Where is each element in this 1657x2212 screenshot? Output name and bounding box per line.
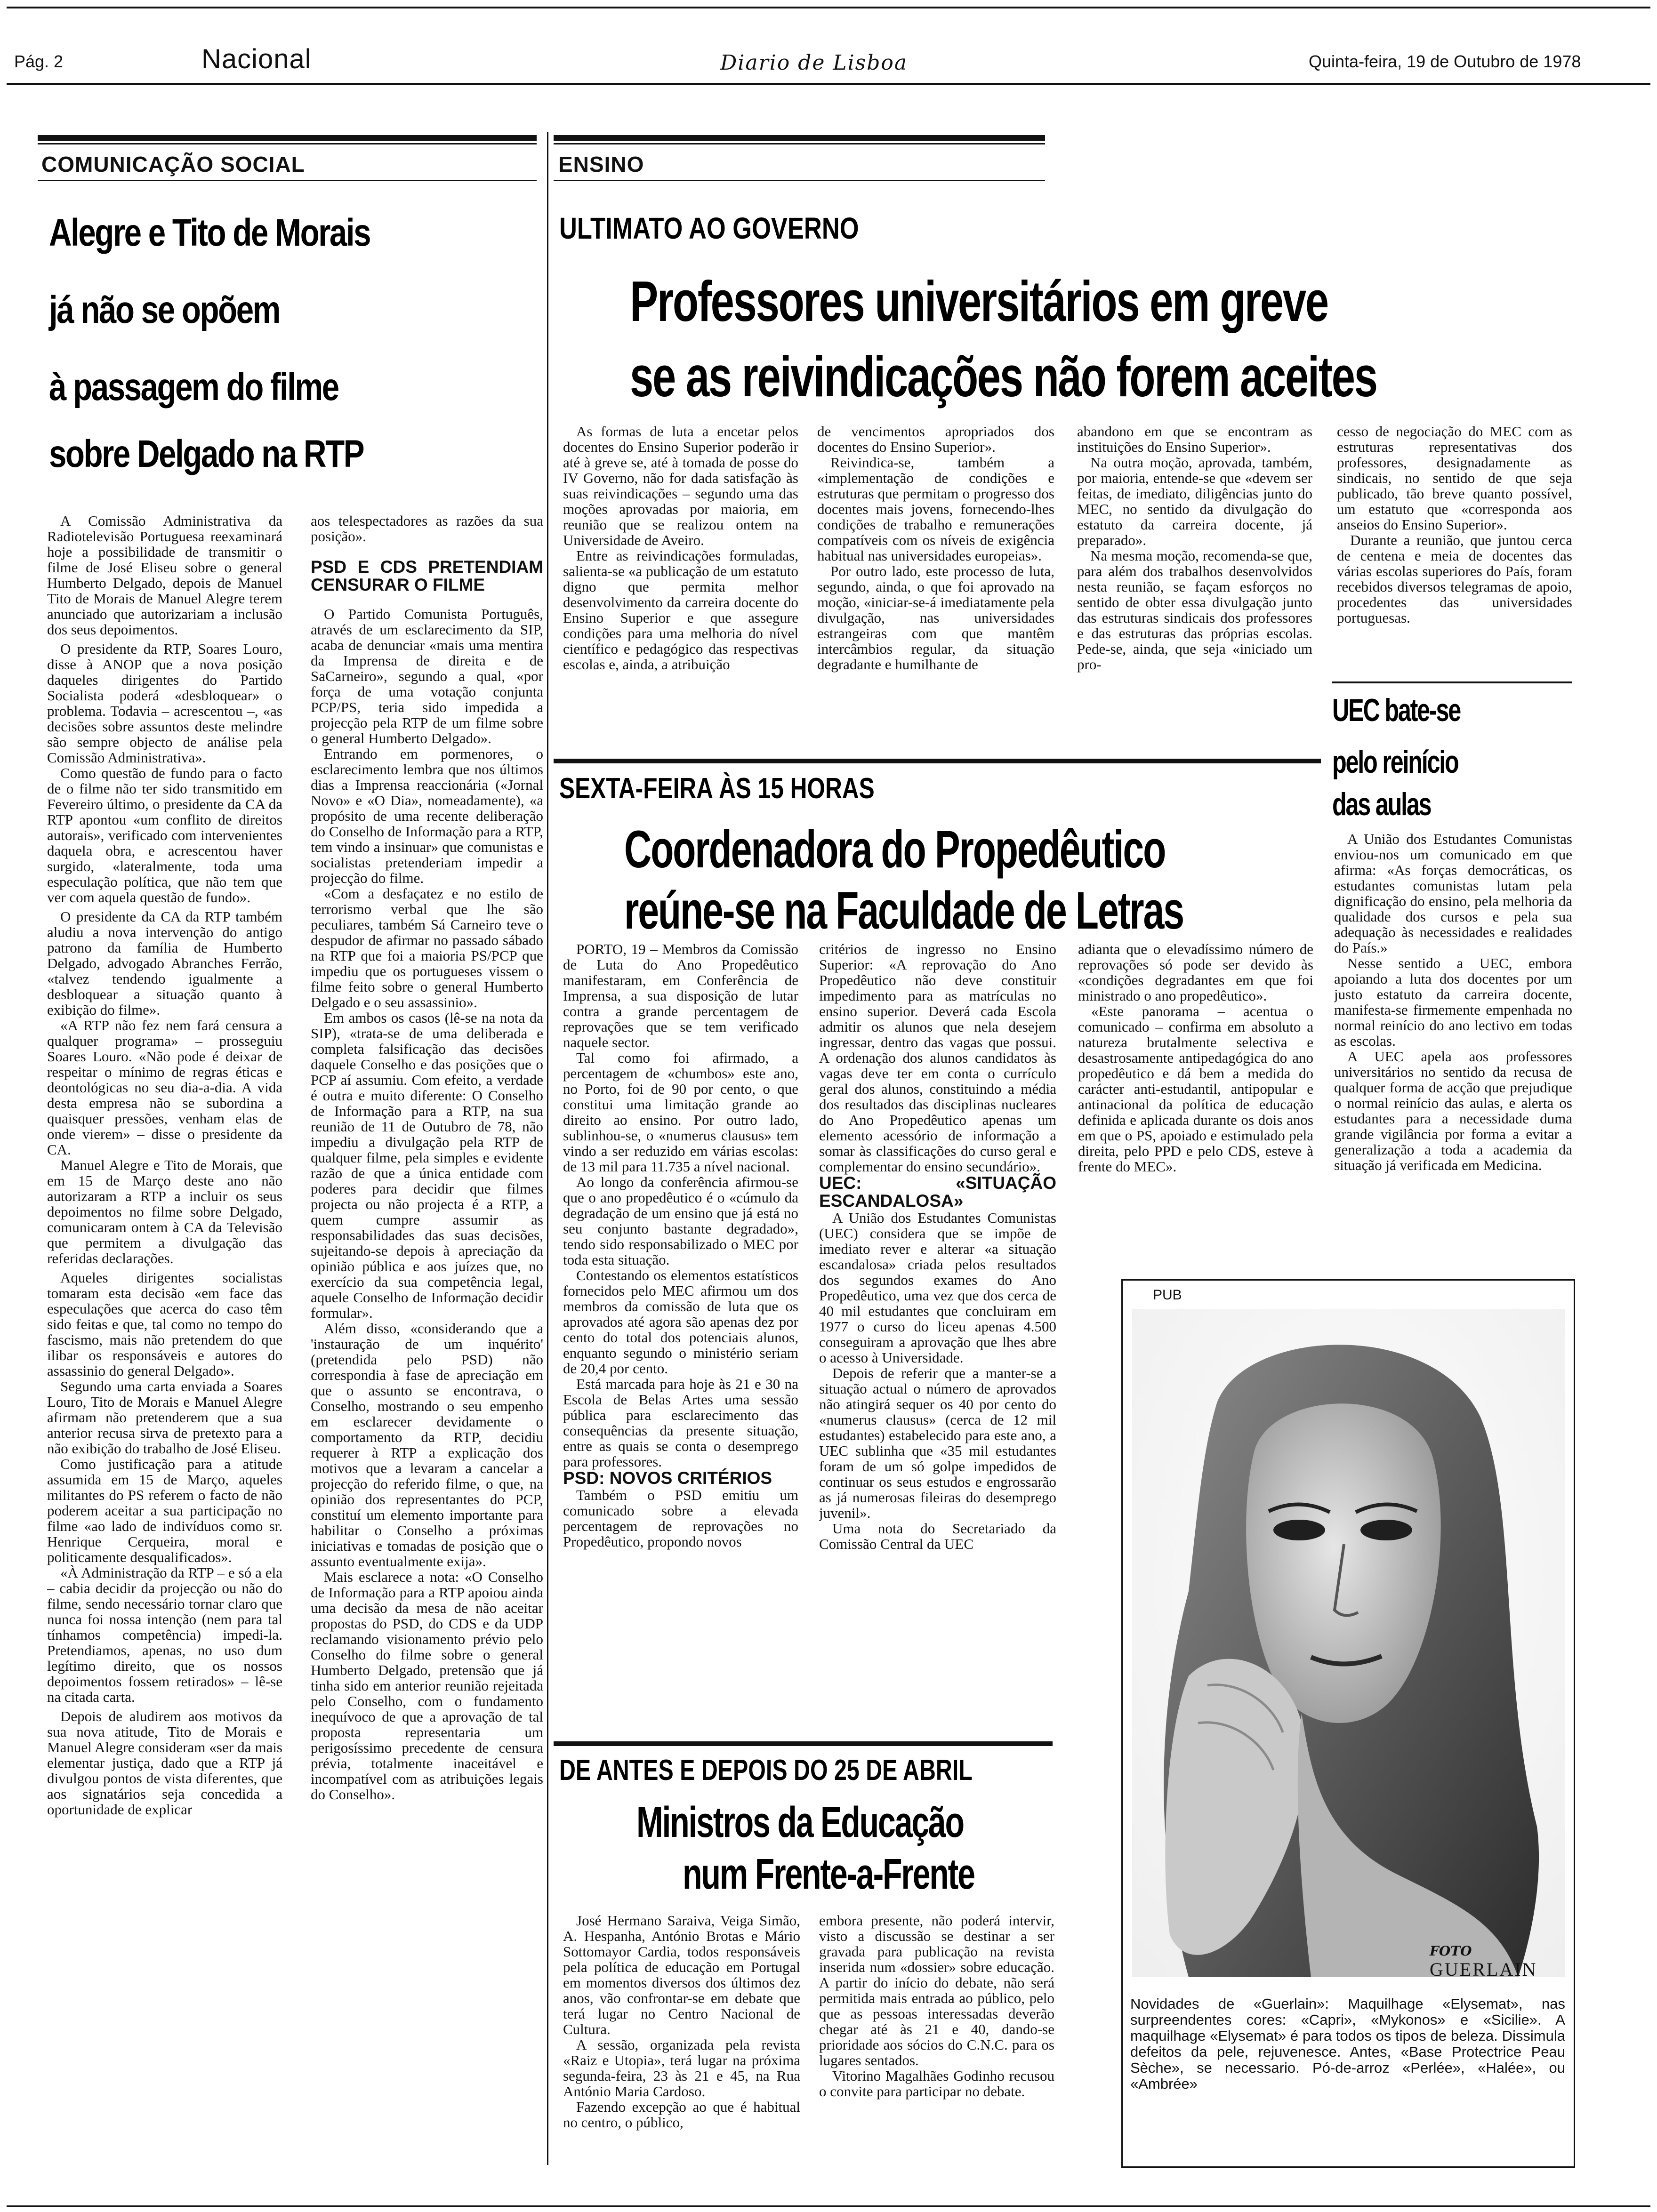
bottom-border [7,2205,1650,2207]
subheading: PSD E CDS PRETENDIAM CENSURAR O FILME [311,557,543,594]
masthead-rule [7,83,1650,85]
paragraph: Reivindica-se, também a «implementação de condições e estruturas que permitam o progresso dos docentes mais jovens, fornecendo-lhes condições de trabalho e remunerações compatíveis com os níveis de exigência habitual nas universidades europeias». [817,454,1054,564]
paragraph: Além disso, «considerando que a 'instauração de um inquérito' (pretendida pelo PSD) não correspondia à fase de apreciação em que o assunto se encontrava, o Conselho, mostrando o seu empenho em esclarecer devidamente o comportamento da RTP, decidiu requerer à RTP a explicação dos motivos que a levaram a cancelar a projecção do referido filme, o que, na opinião dos representantes do PCP, constituí um elemento importante para habilitar o Conselho a próximas iniciativas e tomadas de posição que o assunto eventualmente exija». [311,1320,543,1570]
paragraph: Ao longo da conferência afirmou-se que o ano propedêutico é o «cúmulo da degradação de um ensino que já está no seu conjunto bastante degradado», tendo sido responsabilizado o MEC por toda esta situação. [563,1174,798,1268]
article-column [1077,424,1312,744]
section-label-comunicacao: COMUNICAÇÃO SOCIAL [41,152,305,176]
uec-top-rule [1332,681,1572,683]
page-number: Pág. 2 [14,52,64,71]
headline-line: Professores universitários em greve [630,269,1328,333]
headline-line: se as reivindicações não forem aceites [630,345,1377,409]
section-rule-left [38,135,537,141]
paragraph: Na mesma moção, recomenda-se que, para além dos trabalhos desenvolvidos nesta reunião, se façam esforços no sentido de obter essa divulgação junto das estruturas sindicais dos professores e das estruturas das próprias escolas. Pede-se, ainda, que seja «iniciado um pro- [1077,547,1312,673]
paragraph: O presidente da CA da RTP também aludiu a nova intervenção do antigo patrono da família de Humberto Delgado, advogado Abranches Ferrão, «talvez tendendo igualmente a desbloquear a situação quanto à exibição do filme». [47,908,282,1018]
paragraph: Manuel Alegre e Tito de Morais, que em 15 de Março deste ano não autorizaram a RTP a incluir os seus depoimentos no filme sobre Delgado, comunicaram ontem à CA da Televisão que permitem a divulgação das referidas declarações. [47,1157,282,1266]
article-column [817,424,1054,744]
paragraph: A sessão, organizada pela revista «Raiz e Utopia», terá lugar na próxima segunda-feira, 23 às 21 e 45, na Rua António Maria Cardoso. [563,2036,800,2100]
section-underline-left [38,180,537,181]
kicker: DE ANTES E DEPOIS DO 25 DE ABRIL [559,1754,973,1787]
paragraph: embora presente, não poderá intervir, visto a discussão se destinar a ser gravada para publicação na revista inserida num «dossier» sobre educação. A partir do início do debate, não será permitida mais entrada ao público, pelo que as pessoas interessadas deverão chegar até às 21 e 40, dando-se prioridade aos sócios do C.N.C. para os lugares sentados. [819,1913,1054,2068]
brand-logo: GUERLAIN [1430,1959,1537,1980]
paragraph: Aqueles dirigentes socialistas tomaram esta decisão «em face das especulações que acerca do caso têm sido feitas e que, tal como no tempo do fascismo, mais não pretendem do que ilibar os responsáveis e autores do assassinio do general Delgado». [47,1269,282,1379]
headline-line: sobre Delgado na RTP [49,433,364,475]
paragraph: Depois de aludirem aos motivos da sua nova atitude, Tito de Morais e Manuel Alegre consideram «ser da mais elementar justiça, dado que a RTP já divulgou pontos de vista diferentes, que aos signatários seja concedida a oportunidade de explicar [47,1708,282,1818]
headline-line: num Frente-a-Frente [683,1850,974,1898]
article-column [311,513,543,2165]
paragraph: Em ambos os casos (lê-se na nota da SIP), «trata-se de uma deliberada e completa falsificação das decisões daquele Conselho e das posições que o PCP aí assumiu. Com efeito, a verdade é outra e muito diferente: O Conselho de Informação para a RTP, na sua reunião de 11 de Outubro de 78, não impediu a divulgação pela RTP de qualquer filme, pela simples e evidente razão de que a única entidade com poderes para decidir que filmes projecta ou não projecta é a RTP, a quem cumpre assumir as responsabilidades das suas decisões, sujeitando-se depois à apreciação da opinião pública e aos juízes que, no exercício da sua competência legal, aquele Conselho de Informação decidir formular». [311,1010,543,1321]
headline-line: Alegre e Tito de Morais [49,211,370,254]
section-underline-ensino [554,180,1045,181]
column-divider [547,132,548,2165]
paragraph: Como justificação para a atitude assumida em 15 de Março, aqueles militantes do PS referem o facto de não poderem aceitar a sua participação no filme «ao lado de indivíduos como sr. Henrique Cerqueira, moral e politicamente desqualificados». [47,1456,282,1565]
headline-line: Ministros da Educação [636,1798,964,1846]
paragraph: Na outra moção, aprovada, também, por maioria, entende-se que «devem ser feitas, de imediato, diligências junto do MEC, no sentido da divulgação do estatuto da carreira docente, já preparado». [1077,454,1312,548]
paragraph: O presidente da RTP, Soares Louro, disse à ANOP que a nova posição daqueles dirigentes do Partido Socialista poderá «desbloquear» o problema. Todavia – acrescentou –, «as decisões sobre assuntos deste melindre são sempre objecto de análise pela Comissão Administrativa». [47,641,282,766]
paragraph: critérios de ingresso no Ensino Superior: «A reprovação do Ano Propedêutico não deve constituir impedimento para as matrículas no ensino superior. Deverá cada Escola admitir os alunos que nela desejem ingressar, dentro das vagas que possui. A ordenação dos alunos candidatos às vagas deve ter em conta o currículo geral dos alunos, constituindo a média dos resultados das disciplinas nucleares do Ano Propedêutico apenas um elemento acessório de informação a somar às classificações do curso geral e complementar do ensino secundário». [819,941,1056,1175]
paragraph: Como questão de fundo para o facto de o filme não ter sido transmitido em Fevereiro último, o presidente da CA da RTP apontou «um conflito de direitos autorais», verificado com intervenientes daquela obra, e acrescentou haver surgido, «lateralmente, toda uma especulação política, que não tem que ver com aquela questão de fundo». [47,765,282,906]
paragraph: Depois de referir que a manter-se a situação actual o número de aprovados não atingirá sequer os 40 por cento do «numerus clausus» (cerca de 12 mil estudantes) estabelecido para este ano, a UEC sublinha que «35 mil estudantes foram de um só golpe impedidos de continuar os seus estudos e engrossarão as já numerosas fileiras do desemprego juvenil». [819,1365,1056,1521]
paragraph: Mais esclarece a nota: «O Conselho de Informação para a RTP apoiou ainda uma decisão da mesa de não aceitar propostas do PSD, do CDS e da UDP reclamando visionamento prévio pelo Conselho do filme sobre o general Humberto Delgado, pretensão que já tinha sido em anterior reunião rejeitada pelo Conselho, com o fundamento inequívoco de que a aprovação de tal proposta representaria um perigosíssimo precedente de censura prévia, totalmente inaceitável e incompatível com as atribuições legais do Conselho». [311,1569,543,1803]
kicker: SEXTA-FEIRA ÀS 15 HORAS [559,772,875,805]
paragraph: «Com a desfaçatez e no estilo de terrorismo verbal que lhe são peculiares, também Sá Carneiro teve o despudor de afirmar no passado sábado na RTP que foi a maioria PS/PCP que impediu que os portugueses vissem o filme feito sobre o general Humberto Delgado e o seu assassinio». [311,885,543,1010]
ministros-rule [554,1741,1053,1746]
issue-date: Quinta-feira, 19 de Outubro de 1978 [1309,52,1581,71]
headline-line: pelo reinício [1332,744,1458,780]
paragraph: A UEC apela aos professores universitários no sentido da recusa de qualquer forma de acção que prejudique o normal reinício das aulas, e alerta os estudantes para a necessidade duma grande vigilância por forma a evitar a generalização a toda a academia da situação já verificada em Medicina. [1334,1048,1572,1173]
paragraph: Também o PSD emitiu um comunicado sobre a elevada percentagem de reprovações no Propedêutico, propondo novos [563,1487,798,1550]
ad-tag: PUB [1153,1287,1182,1303]
article-column [819,1913,1054,2176]
paragraph: José Hermano Saraiva, Veiga Simão, A. Hespanha, António Brotas e Mário Sottomayor Cardia, todos responsáveis pela política de educação em Portugal em momentos diversos dos últimos dez anos, vão confrontar-se em debate que terá lugar no Centro Nacional de Cultura. [563,1913,800,2037]
headline-line: reúne-se na Faculdade de Letras [624,881,1183,940]
ad-caption: Novidades de «Guerlain»: Maquilhage «Elysemat», nas surpreendentes cores: «Capri», «Mykonos» e «Sicilie». A maquilhage «Elysemat» é para todos os tipos de beleza. Dissimula defeitos da pele, rejuvenesce. Antes, «Base Protectrice Peau Sèche», se necessario. Pó-de-arroz «Perlée», «Halée», ou «Ambrée» [1130,1996,1565,2092]
paragraph: «Este panorama – acentua o comunicado – confirma em absoluto a natureza brutalmente selectiva e desastrosamente antipedagógica do ano propedêutico e dá bem a medida do carácter anti-estudantil, antipopular e antinacional da política de educação definida e aplicada durante os dois anos em que o PS, apoiado e estimulado pela direita, pelo PPD e pelo CDS, esteve à frente do MEC». [1078,1003,1313,1175]
paragraph: «À Administração da RTP – e só a ela – cabia decidir da projecção ou não do filme, sendo necessário tornar claro que nunca foi nossa intenção (nem para tal tínhamos competência) impedi-la. Pretendiamos, apenas, no uso dum legítimo direito, que os nossos depoimentos fossem retirados» – lê-se na citada carta. [47,1564,282,1705]
photo-credit: FOTO [1430,1943,1472,1959]
paragraph: «A RTP não fez nem fará censura a qualquer programa» – prosseguiu Soares Louro. «Não pode é deixar de respeitar o mínimo de regras éticas e deontológicas no seu dia-a-dia. A vida desta empresa não se subordina a quaisquer pressões, venham elas de onde vierem» – disse o presidente da CA. [47,1017,282,1158]
paragraph: Entre as reivindicações formuladas, salienta-se «a publicação de um estatuto digno que permita melhor desenvolvimento da carreira docente do Ensino Superior e que assegure condições para uma melhoria do nível científico e pedagógico das respectivas escolas e, ainda, a atribuição [563,547,798,673]
paragraph: Por outro lado, este processo de luta, segundo, ainda, o que foi aprovado na moção, «iniciar-se-á imediatamente pela divulgação, nas universidades estrangeiras com que mantêm intercâmbios regular, da situação degradante e humilhante de [817,563,1054,673]
top-border [7,7,1650,8]
article-column [47,513,282,2165]
article-column [1337,424,1572,678]
article-column [1078,941,1313,1271]
headline-line: das aulas [1332,786,1431,822]
headline-line: já não se opõem [49,289,280,331]
headline-line: à passagem do filme [49,366,338,409]
paragraph: Fazendo excepção ao que é habitual no centro, o público, [563,2099,800,2131]
section-rule-ensino [554,135,1045,141]
article-column [563,424,798,744]
paragraph: Nesse sentido a UEC, embora apoiando a luta dos docentes por um justo estatuto da carreira docente, manifesta-se firmemente empenhada no normal reinício do ano lectivo em todas as escolas. [1334,955,1572,1049]
paragraph: A União dos Estudantes Comunistas enviou-nos um comunicado em que afirma: «As forças democráticas, os estudantes comunistas lutam pela dignificação do ensino, pela melhoria da qualidade dos cursos e pela sua adequação às necessidades e realidades do País.» [1334,831,1572,956]
section-label-ensino: ENSINO [558,152,644,176]
advertisement [1121,1279,1575,2168]
article-column [819,941,1056,1732]
paragraph: Segundo uma carta enviada a Soares Louro, Tito de Morais e Manuel Alegre afirmam não pretenderem que a sua anterior recusa sirva de pretexto para a não exibição do trabalho de José Eliseu. [47,1378,282,1457]
section-name: Nacional [201,44,312,74]
paragraph: abandono em que se encontram as instituições do Ensino Superior». [1077,424,1312,455]
section-rule-ensino-thin [554,143,1045,144]
paragraph: Durante a reunião, que juntou cerca de centena e meia de docentes das várias escolas superiores do País, foram recebidos diversos telegramas de apoio, procedentes das universidades portuguesas. [1337,532,1572,626]
newspaper-title: Diario de Lisboa [720,51,908,75]
headline-line: UEC bate-se [1332,692,1460,728]
article-column [563,1913,800,2176]
paragraph: Entrando em pormenores, o esclarecimento lembra que nos últimos dias a Imprensa reaccionária («Jornal Novo» e «O Dia», nomeadamente), «a propósito de uma recente deliberação do Conselho de Informação para a RTP, tem vindo a insinuar» que comunistas e socialistas pretenderiam impedir a projecção do filme. [311,745,543,886]
article-column [1334,831,1572,1245]
paragraph: As formas de luta a encetar pelos docentes do Ensino Superior poderão ir até à greve se, até à tomada de posse do IV Governo, não for dada satisfação às suas reivindicações – segundo uma das moções aprovadas por maioria, em reunião que se realizou ontem na Universidade de Aveiro. [563,424,798,548]
kicker: ULTIMATO AO GOVERNO [559,211,859,245]
paragraph: adianta que o elevadíssimo número de reprovações só pode ser devido às «condições degradantes em que foi ministrado o ano propedêutico». [1078,941,1313,1004]
paragraph: A União dos Estudantes Comunistas (UEC) considera que se impõe de imediato rever e alterar «a situação escandalosa» criada pelos resultados dos segundos exames do Ano Propedêutico, uma vez que dos cerca de 40 mil estudantes que concluiram em 1977 o curso do liceu apenas 4.500 conseguiram a aprovação que lhes abre o acesso à Universidade. [819,1210,1056,1366]
paragraph: cesso de negociação do MEC com as estruturas representativas dos professores, designadamente as sindicais, no sentido de que seja publicado, tão breve quanto possível, um estatuto que «corresponda aos anseios do Ensino Superior». [1337,424,1572,533]
paragraph: Tal como foi afirmado, a percentagem de «chumbos» este ano, no Porto, foi de 90 por cento, o que constitui uma limitação grande ao direito ao ensino. Por outro lado, sublinhou-se, o «numerus clausus» tem vindo a ser reduzido em várias escolas: de 13 mil para 11.735 a nível nacional. [563,1050,798,1175]
paragraph: de vencimentos apropriados dos docentes do Ensino Superior». [817,424,1054,455]
paragraph: Uma nota do Secretariado da Comissão Central da UEC [819,1520,1056,1552]
paragraph: Contestando os elementos estatísticos fornecidos pelo MEC afirmou um dos membros da comissão de luta que os aprovados até agora são apenas dez por cento do total dos potenciais alunos, enquanto segundo o ministério seriam de 20,4 por cento. [563,1267,798,1377]
portrait-photo [1132,1309,1565,1977]
subheading: PSD: NOVOS CRITÉRIOS [563,1468,772,1488]
paragraph: Está marcada para hoje às 21 e 30 na Escola de Belas Artes uma sessão pública para esclarecimento das consequências da presente situação, entre as quais se conta o desemprego para professores. [563,1376,798,1470]
headline-line: Coordenadora do Propedêutico [624,820,1166,879]
paragraph: A Comissão Administrativa da Radiotelevisão Portuguesa reexaminará hoje a possibilidade de transmitir o filme de José Eliseu sobre o general Humberto Delgado, depois de Manuel Tito de Morais de Manuel Alegre terem anunciado que autorizariam a inclusão dos seus depoimentos. [47,513,282,638]
paragraph: PORTO, 19 – Membros da Comissão de Luta do Ano Propedêutico manifestaram, em Conferência de Imprensa, a sua disposição de lutar contra a grande percentagem de reprovações que se tem verificado naquele sector. [563,941,798,1050]
paragraph: Vitorino Magalhães Godinho recusou o convite para participar no debate. [819,2068,1054,2100]
section-rule-left-thin [38,143,537,144]
paragraph: aos telespectadores as razões da sua posição». [311,513,543,545]
paragraph: O Partido Comunista Português, através de um esclarecimento da SIP, acaba de denunciar «mais uma mentira da Imprensa de direita e de SaCarneiro», segundo a qual, «por força de uma votação conjunta PCP/PS, teria sido impedida a projecção pela RTP de um filme sobre o general Humberto Delgado». [311,606,543,746]
article-column [563,941,798,1732]
subheading: UEC: «SITUAÇÃO ESCANDALOSA» [819,1173,1056,1210]
propedeutico-rule [554,759,1321,763]
